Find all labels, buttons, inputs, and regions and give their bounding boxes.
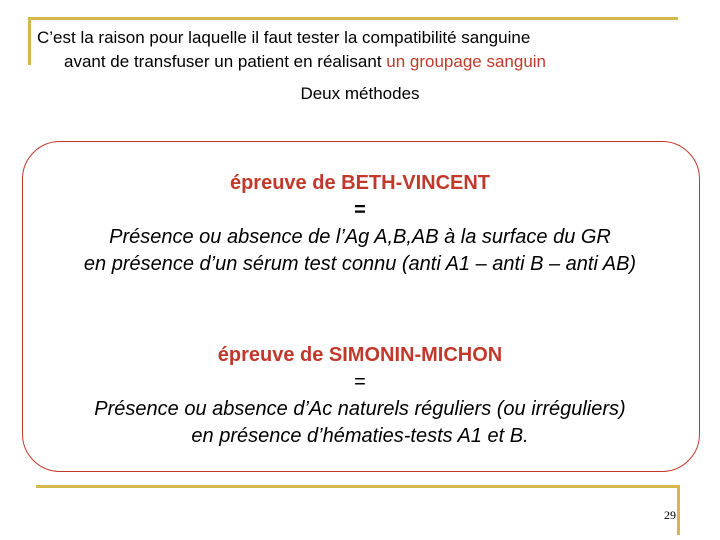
header-highlight: un groupage sanguin bbox=[386, 52, 547, 71]
equals-sign: = bbox=[354, 199, 366, 221]
header-line-2-prefix: avant de transfuser un patient en réalisant bbox=[64, 52, 387, 71]
method-block-simonin-michon bbox=[0, 342, 720, 450]
subtitle: Deux méthodes bbox=[300, 84, 420, 103]
frame-top-line bbox=[28, 17, 678, 20]
page-number: 29 bbox=[664, 508, 676, 522]
method-block-beth-vincent bbox=[0, 170, 720, 278]
header-line-2 bbox=[37, 50, 697, 74]
frame-left-line bbox=[28, 17, 31, 65]
method-description-line-2: en présence d’hématies-tests A1 et B. bbox=[191, 425, 529, 447]
header-text bbox=[37, 26, 697, 74]
method-title: épreuve de BETH-VINCENT bbox=[229, 172, 491, 194]
header-line-1: C’est la raison pour laquelle il faut tester la compatibilité sanguine bbox=[37, 28, 531, 47]
method-title: épreuve de SIMONIN-MICHON bbox=[217, 344, 503, 366]
method-description-line-1: Présence ou absence de l’Ag A,B,AB à la surface du GR bbox=[109, 226, 611, 248]
method-description-line-1: Présence ou absence d’Ac naturels réguliers (ou irréguliers) bbox=[94, 398, 626, 420]
frame-bottom-line bbox=[36, 485, 680, 488]
method-description-line-2: en présence d’un sérum test connu (anti A1 – anti B – anti AB) bbox=[83, 253, 637, 275]
equals-sign: = bbox=[354, 371, 366, 393]
